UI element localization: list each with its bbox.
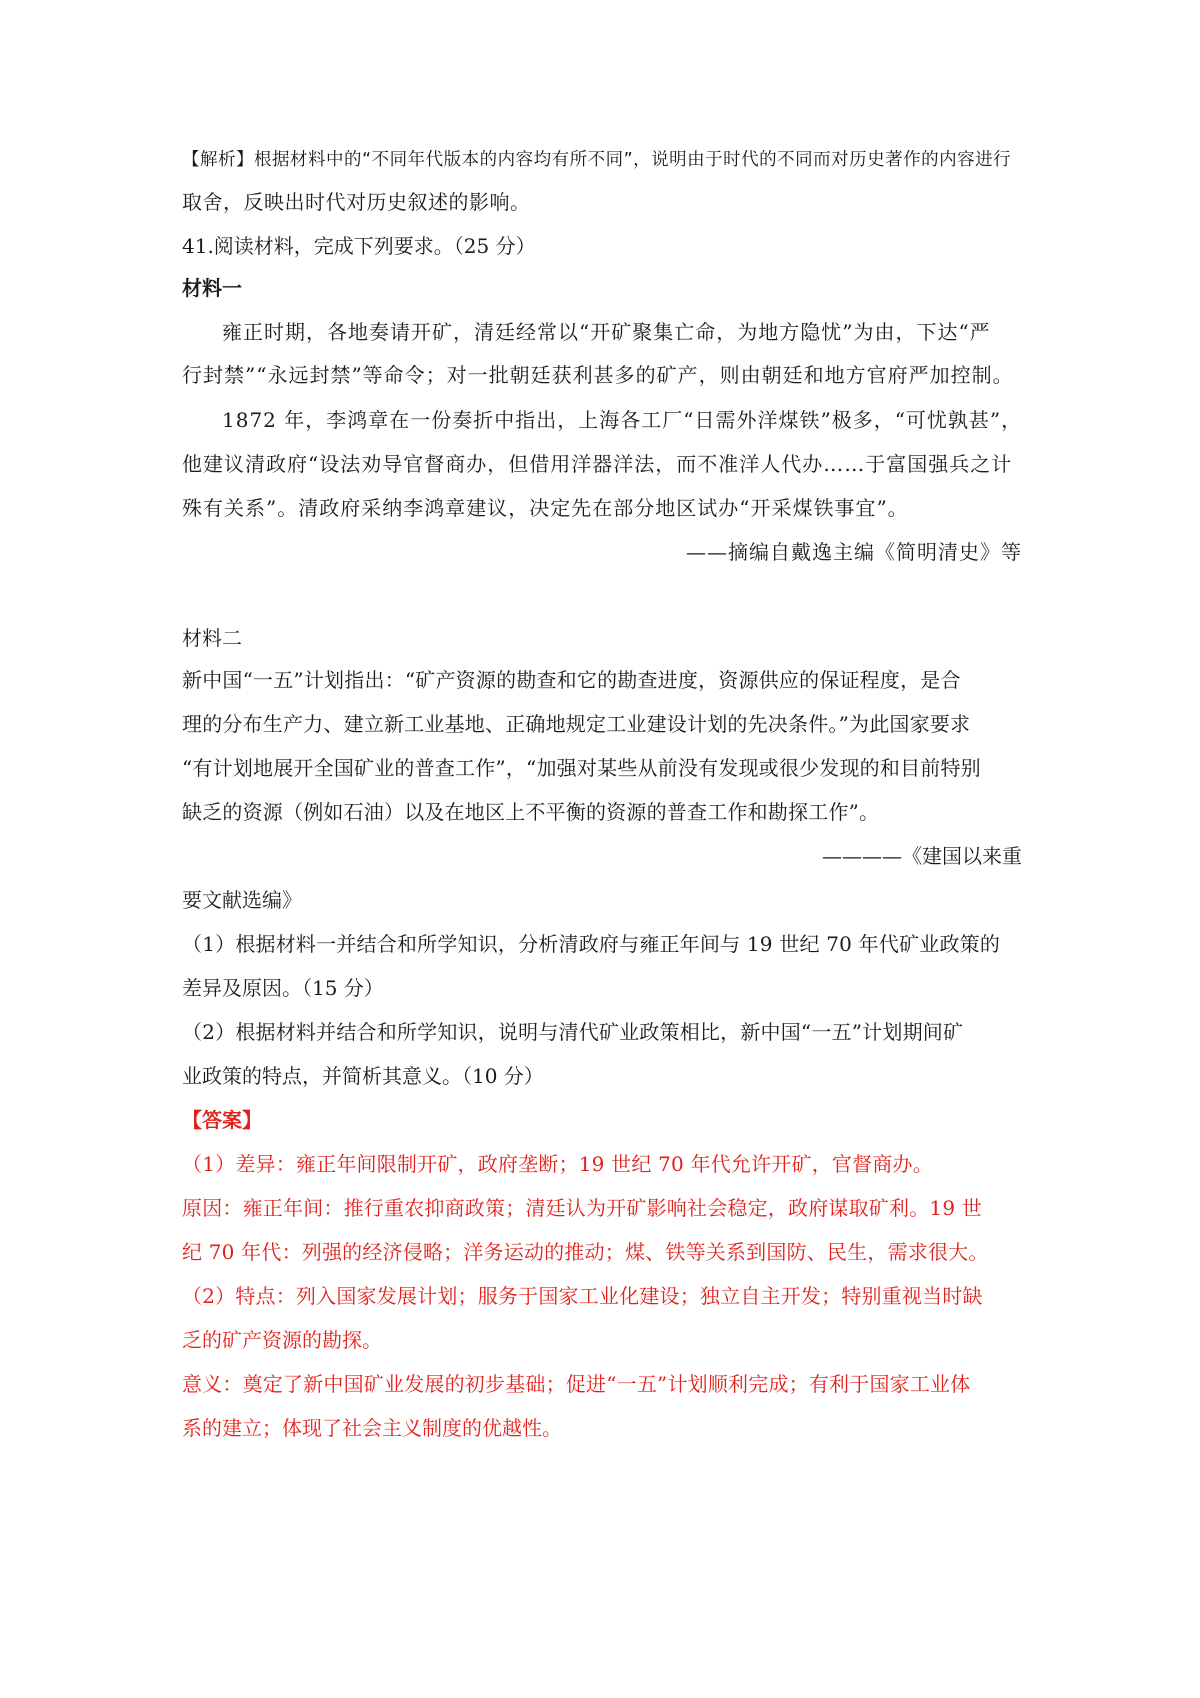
material1-p2-line3: 殊有关系”。清政府采纳李鸿章建议，决定先在部分地区试办“开采煤铁事宜”。 [182,496,909,520]
answer-label: 【答案】 [182,1108,262,1132]
question-heading: 41.阅读材料，完成下列要求。（25 分） [182,234,536,258]
material1-source: ——摘编自戴逸主编《简明清史》等 [686,540,1022,564]
answer-reason-line1: 原因：雍正年间：推行重农抑商政策；清廷认为开矿影响社会稳定，政府谋取矿利。19 世 [182,1196,983,1220]
answer-significance-line2: 系的建立；体现了社会主义制度的优越性。 [182,1416,562,1440]
subquestion-1-line2: 差异及原因。（15 分） [182,976,384,1000]
material1-p2-line1: 1872 年，李鸿章在一份奏折中指出，上海各工厂“日需外洋煤铁”极多，“可忧孰甚”， [222,408,1023,432]
subquestion-2-line2: 业政策的特点，并简析其意义。（10 分） [182,1064,544,1088]
material2-title: 材料二 [182,626,242,650]
material1-p1-line1: 雍正时期，各地奏请开矿，清廷经常以“开矿聚集亡命，为地方隐忧”为由，下达“严 [222,320,991,344]
analysis-line-2: 取舍，反映出时代对历史叙述的影响。 [182,190,531,214]
material2-line1: 新中国“一五”计划指出：“矿产资源的勘查和它的勘查进度，资源供应的保证程度，是合 [182,668,961,692]
material2-line2: 理的分布生产力、建立新工业基地、正确地规定工业建设计划的先决条件。”为此国家要求 [182,712,971,736]
material1-p2-line2: 他建议清政府“设法劝导官督商办，但借用洋器洋法，而不准洋人代办……于富国强兵之计 [182,452,1013,476]
answer-1: （1）差异：雍正年间限制开矿，政府垄断；19 世纪 70 年代允许开矿，官督商办。 [182,1152,933,1176]
material2-line4: 缺乏的资源（例如石油）以及在地区上不平衡的资源的普查工作和勘探工作”。 [182,800,880,824]
analysis-line-1: 【解析】根据材料中的“不同年代版本的内容均有所不同”，说明由于时代的不同而对历史著作的内容进行 [182,150,1012,170]
material1-p1-line2: 行封禁”“永远封禁”等命令；对一批朝廷获利甚多的矿产，则由朝廷和地方官府严加控制。 [182,363,1014,387]
material2-line3: “有计划地展开全国矿业的普查工作”，“加强对某些从前没有发现或很少发现的和目前特别 [182,756,981,780]
answer-2-line1: （2）特点：列入国家发展计划；服务于国家工业化建设；独立自主开发；特别重视当时缺 [182,1284,983,1308]
answer-2-line2: 乏的矿产资源的勘探。 [182,1328,382,1352]
answer-significance-line1: 意义：奠定了新中国矿业发展的初步基础；促进“一五”计划顺利完成；有利于国家工业体 [182,1372,971,1396]
subquestion-2-line1: （2）根据材料并结合和所学知识，说明与清代矿业政策相比，新中国“一五”计划期间矿 [182,1020,964,1044]
material2-source-line2: 要文献选编》 [182,888,302,912]
subquestion-1-line1: （1）根据材料一并结合和所学知识，分析清政府与雍正年间与 19 世纪 70 年代矿业政策的 [182,932,1001,956]
material1-title: 材料一 [182,276,242,300]
answer-reason-line2: 纪 70 年代：列强的经济侵略；洋务运动的推动；煤、铁等关系到国防、民生，需求很大。 [182,1240,989,1264]
material2-source-line1: ————《建国以来重 [822,844,1022,868]
